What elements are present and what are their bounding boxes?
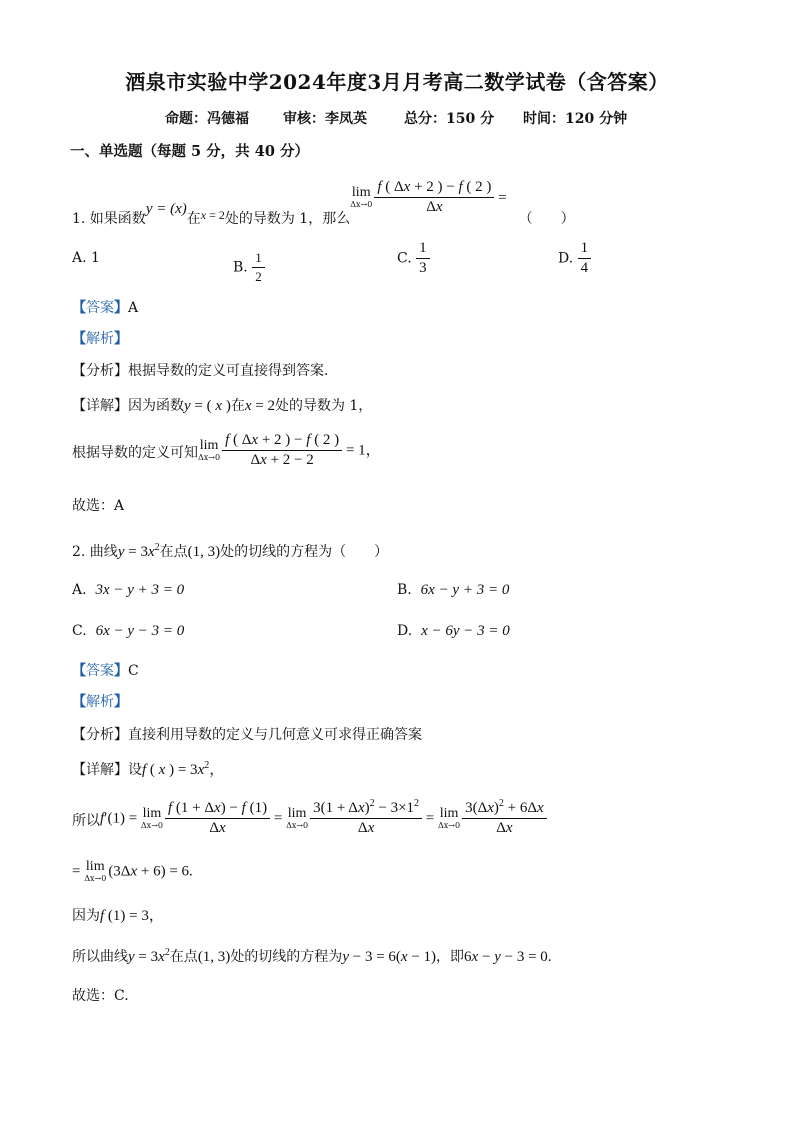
q2-option-d: [397, 623, 510, 640]
q1-answer: 【答案】A: [72, 300, 139, 316]
q1-limit: lim Δx→0: [350, 185, 373, 209]
q1-analysis-heading: 【解析】: [72, 331, 128, 347]
q2-tangent: 所以曲线$y = 3x^2$在点(1, 3)处的切线的方程为y − 3 = 6(x − 1)，即6x − y − 3 = 0.: [72, 947, 552, 965]
q1-point: x = 2: [200, 207, 225, 222]
q1-option-a: A. 1: [72, 250, 100, 266]
q2-fenxi-text: 直接利用导数的定义与几何意义可求得正确答案: [128, 727, 422, 743]
q2-option-b-eq: 6x − y + 3 = 0: [420, 582, 510, 598]
q2-option-a-label: A.: [72, 582, 87, 598]
q1-option-d-label: D.: [558, 250, 574, 267]
q2-answer-value: C: [128, 663, 139, 679]
q1-derivation-text: 根据导数的定义可知: [72, 444, 198, 461]
fenxi-label: 分析: [86, 727, 114, 743]
q1-option-b: B. $\frac{1}{2}$: [233, 250, 265, 285]
q1-option-c-label: C.: [397, 250, 412, 267]
q2-detail: 【详解】设f ( x ) = $3x^2$，: [72, 760, 225, 778]
detail-label: 详解: [86, 398, 114, 414]
q2-option-a: [72, 582, 184, 599]
q1-detail: 【详解】因为函数y = ( x )在x = 2处的导数为 1，: [72, 398, 373, 414]
q2-stem: 2. 曲线$y = 3x^2$在点(1, 3)处的切线的方程为（ ）: [72, 542, 389, 560]
q2-stem-text-a: 2. 曲线: [72, 544, 118, 560]
q2-derivation-text: 所以: [72, 812, 100, 829]
q1-fraction: $\frac{f ( \Delta x + 2 ) - f ( 2 )}{\Delta x}$: [374, 179, 494, 216]
q1-option-c: C. $\frac{1}{3}$: [397, 240, 430, 277]
q2-fenxi: 【分析】直接利用导数的定义与几何意义可求得正确答案: [72, 727, 422, 743]
fenxi-label: 分析: [86, 363, 114, 379]
q2-choice: 故选：C.: [72, 988, 129, 1004]
section-heading: 一、单选题（每题 5 分，共 40 分）: [70, 143, 309, 160]
q2-tangent-text-a: 所以曲线: [72, 949, 128, 965]
q2-stem-text-b: 在点: [159, 544, 188, 560]
q2-analysis-heading: 【解析】: [72, 694, 128, 710]
q1-func: y = (x): [145, 200, 187, 217]
q1-fenxi: 【分析】根据导数的定义可直接得到答案.: [72, 363, 329, 379]
meta-time: 时间：120 分钟: [523, 111, 628, 127]
q2-derivation: 所以f′(1) = lim Δx→0 $\frac{f (1 + \Delta x) - f (1)}{\Delta x}$ = lim Δx→0 $\frac{3(1 + \Delta x)^2 - 3\times 1^2}{\Delta x}$ = lim Δx→0 $\frac{3(\Delta x)^2 + 6\Delta x}{\Delta x}$: [72, 800, 547, 837]
q2-because: 因为f (1) = 3，: [72, 908, 164, 924]
analysis-label: 解析: [86, 694, 114, 710]
q2-option-a-eq: 3x − y + 3 = 0: [95, 582, 185, 598]
q1-option-d: D. $\frac{1}{4}$: [558, 240, 591, 277]
q1-stem: 1. 如果函数y = (x)在x = 2处的导数为 1，那么 lim Δx→0 $\frac{f ( \Delta x + 2 ) - f ( 2 )}{\Delta x}$ =（ ）: [72, 179, 575, 227]
q1-option-b-label: B.: [233, 259, 248, 276]
q1-stem-text-c: 处的导数为 1，那么: [224, 210, 351, 227]
q2-limit-result: = lim Δx→0 (3Δx + 6) = 6.: [72, 859, 193, 883]
meta-author: 命题：冯德福: [165, 111, 249, 127]
q2-stem-text-c: 处的切线的方程为（ ）: [220, 544, 389, 560]
q2-option-b-label: B.: [397, 582, 412, 598]
q2-option-c: [72, 623, 184, 640]
analysis-label: 解析: [86, 331, 114, 347]
answer-label: 答案: [86, 300, 114, 316]
q2-option-d-eq: x − 6y − 3 = 0: [421, 623, 510, 639]
q2-option-c-eq: 6x − y − 3 = 0: [95, 623, 185, 639]
q2-tangent-text-d: ，即: [436, 949, 465, 965]
q1-fenxi-text: 根据导数的定义可直接得到答案.: [128, 363, 329, 379]
q1-choice: 故选：A: [72, 498, 125, 514]
q1-detail-text-a: 因为函数: [128, 398, 184, 414]
q2-answer: 【答案】C: [72, 663, 139, 679]
answer-label: 答案: [86, 663, 114, 679]
q2-because-text: 因为: [72, 908, 100, 924]
q1-answer-value: A: [128, 300, 139, 316]
q1-bracket: （ ）: [518, 210, 575, 227]
q1-derivation: 根据导数的定义可知 lim Δx→0 $\frac{f ( \Delta x + 2 ) - f ( 2 )}{\Delta x + 2 - 2}$ = 1，: [72, 432, 381, 468]
q2-detail-text: 设: [128, 762, 142, 778]
q2-tangent-text-c: 处的切线的方程为: [230, 949, 343, 965]
meta-reviewer: 审核：李凤英: [283, 111, 367, 127]
q1-stem-text-a: 1. 如果函数: [72, 210, 146, 227]
q2-option-c-label: C.: [72, 623, 87, 639]
q1-detail-text-c: 处的导数为 1，: [274, 398, 373, 414]
q2-tangent-text-b: 在点: [169, 949, 198, 965]
q1-detail-text-b: 在: [230, 398, 245, 414]
detail-label: 详解: [86, 762, 114, 778]
page-title: 酒泉市实验中学2024年度3月月考高二数学试卷（含答案）: [125, 70, 669, 94]
q2-option-b: [397, 582, 509, 599]
q1-stem-text-b: 在: [186, 210, 201, 227]
meta-score: 总分：150 分: [404, 111, 495, 127]
q2-option-d-label: D.: [397, 623, 413, 639]
